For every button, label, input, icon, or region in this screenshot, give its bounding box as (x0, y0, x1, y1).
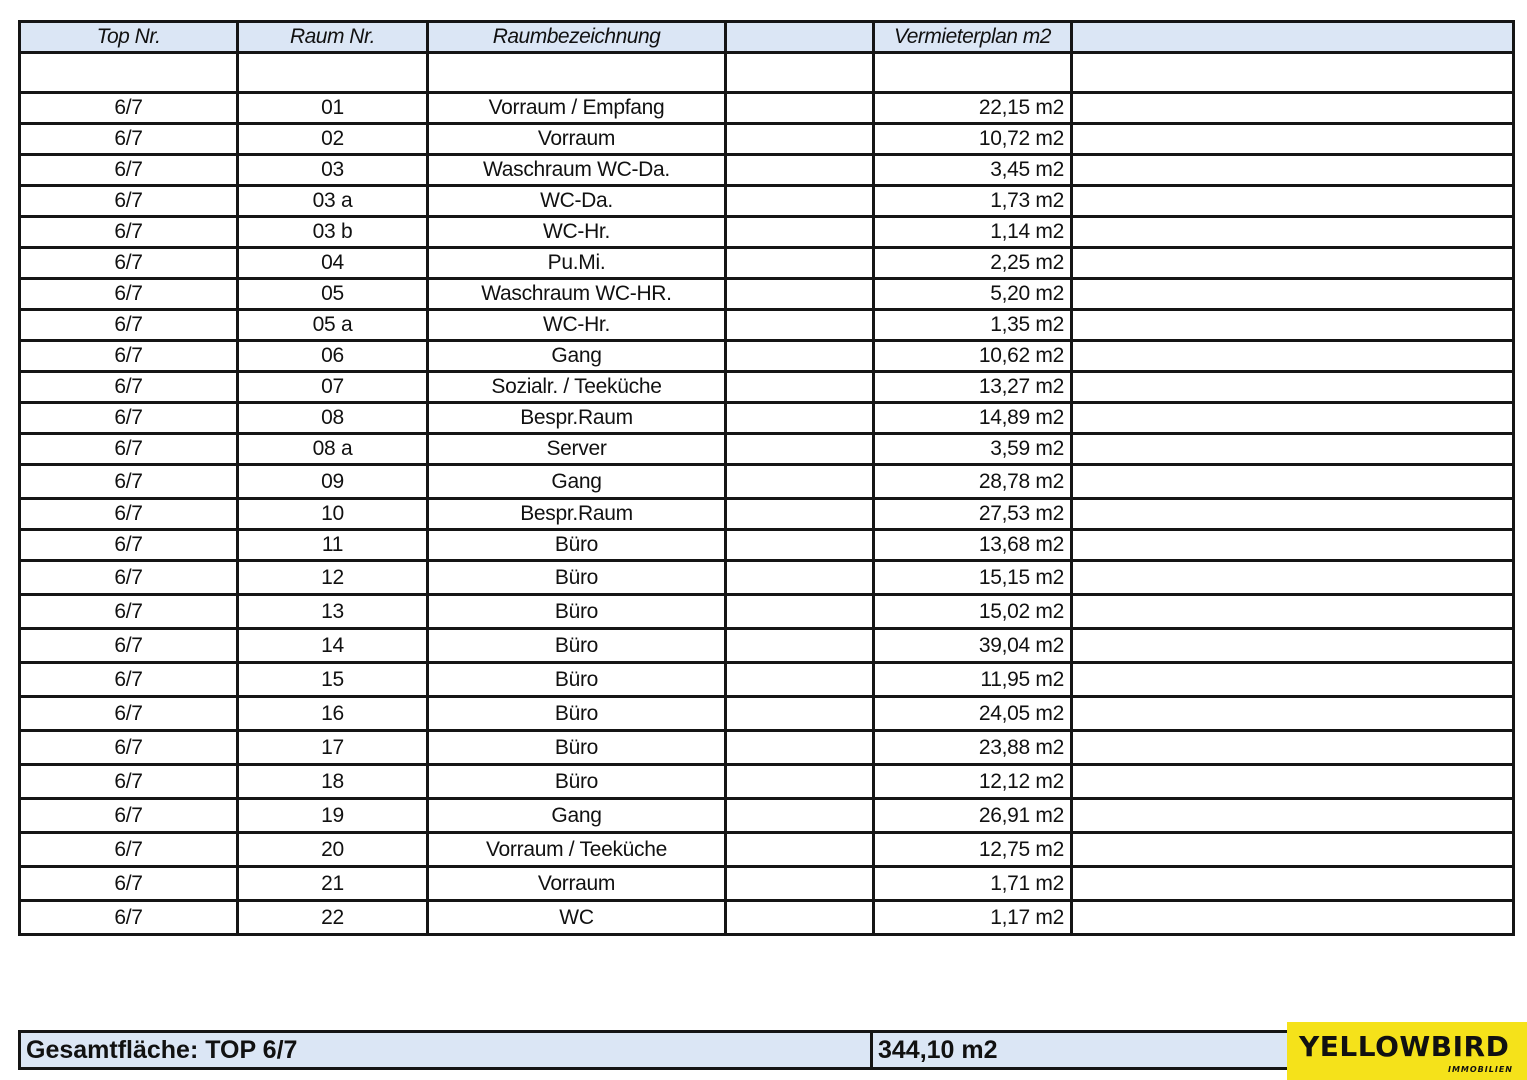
top-nr-cell: 6/7 (20, 341, 238, 372)
raumbezeichnung-cell: Büro (428, 629, 726, 663)
raumbezeichnung-cell: Vorraum / Teeküche (428, 833, 726, 867)
table-row (20, 833, 1514, 867)
blank-cell (1072, 595, 1514, 629)
table-row (20, 595, 1514, 629)
raum-nr-cell: 12 (238, 561, 428, 595)
empty-cell (20, 53, 238, 93)
blank-cell (726, 833, 874, 867)
header-blank-2 (1072, 22, 1514, 53)
yellowbird-logo (1287, 1022, 1527, 1080)
blank-cell (726, 155, 874, 186)
top-nr-cell: 6/7 (20, 372, 238, 403)
top-nr-cell: 6/7 (20, 901, 238, 935)
table-row (20, 217, 1514, 248)
blank-cell (1072, 561, 1514, 595)
blank-cell (726, 372, 874, 403)
table-row (20, 434, 1514, 465)
blank-cell (1072, 530, 1514, 561)
total-row (20, 1032, 1290, 1069)
area-cell: 39,04 m2 (874, 629, 1072, 663)
top-nr-cell: 6/7 (20, 867, 238, 901)
blank-cell (726, 731, 874, 765)
table-row (20, 124, 1514, 155)
raumbezeichnung-cell: Gang (428, 465, 726, 499)
raum-nr-cell: 18 (238, 765, 428, 799)
raumbezeichnung-cell: Büro (428, 765, 726, 799)
area-cell: 1,71 m2 (874, 867, 1072, 901)
area-cell: 26,91 m2 (874, 799, 1072, 833)
raumbezeichnung-cell: Bespr.Raum (428, 499, 726, 530)
table-row (20, 403, 1514, 434)
raumbezeichnung-cell: Vorraum (428, 867, 726, 901)
blank-cell (1072, 186, 1514, 217)
raumbezeichnung-cell: Büro (428, 530, 726, 561)
table-row (20, 867, 1514, 901)
raum-nr-cell: 08 (238, 403, 428, 434)
raum-nr-cell: 05 a (238, 310, 428, 341)
top-nr-cell: 6/7 (20, 465, 238, 499)
table-row (20, 561, 1514, 595)
blank-cell (726, 901, 874, 935)
empty-cell (874, 53, 1072, 93)
header-blank-1 (726, 22, 874, 53)
raumbezeichnung-cell: Waschraum WC-HR. (428, 279, 726, 310)
raumbezeichnung-cell: Bespr.Raum (428, 403, 726, 434)
blank-cell (1072, 697, 1514, 731)
empty-cell (238, 53, 428, 93)
top-nr-cell: 6/7 (20, 731, 238, 765)
blank-cell (726, 217, 874, 248)
raum-nr-cell: 09 (238, 465, 428, 499)
raum-nr-cell: 20 (238, 833, 428, 867)
blank-cell (1072, 217, 1514, 248)
top-nr-cell: 6/7 (20, 697, 238, 731)
blank-cell (726, 595, 874, 629)
table-row (20, 186, 1514, 217)
blank-cell (726, 434, 874, 465)
top-nr-cell: 6/7 (20, 186, 238, 217)
header-raumbezeichnung: Raumbezeichnung (428, 22, 726, 53)
area-cell: 24,05 m2 (874, 697, 1072, 731)
table-row (20, 372, 1514, 403)
blank-cell (1072, 731, 1514, 765)
raum-nr-cell: 02 (238, 124, 428, 155)
top-nr-cell: 6/7 (20, 561, 238, 595)
blank-cell (726, 663, 874, 697)
area-cell: 27,53 m2 (874, 499, 1072, 530)
area-cell: 3,45 m2 (874, 155, 1072, 186)
blank-cell (1072, 799, 1514, 833)
area-cell: 15,15 m2 (874, 561, 1072, 595)
table-row (20, 93, 1514, 124)
area-cell: 28,78 m2 (874, 465, 1072, 499)
raum-nr-cell: 03 a (238, 186, 428, 217)
raum-nr-cell: 05 (238, 279, 428, 310)
area-cell: 10,62 m2 (874, 341, 1072, 372)
blank-cell (726, 186, 874, 217)
top-nr-cell: 6/7 (20, 403, 238, 434)
header-raum-nr: Raum Nr. (238, 22, 428, 53)
raum-nr-cell: 16 (238, 697, 428, 731)
table-row (20, 248, 1514, 279)
top-nr-cell: 6/7 (20, 310, 238, 341)
raumbezeichnung-cell: Server (428, 434, 726, 465)
area-cell: 23,88 m2 (874, 731, 1072, 765)
blank-cell (726, 867, 874, 901)
blank-cell (726, 799, 874, 833)
raum-nr-cell: 04 (238, 248, 428, 279)
table-row (20, 629, 1514, 663)
blank-cell (1072, 93, 1514, 124)
blank-cell (1072, 124, 1514, 155)
blank-cell (726, 530, 874, 561)
top-nr-cell: 6/7 (20, 155, 238, 186)
table-row (20, 155, 1514, 186)
table-row (20, 731, 1514, 765)
area-cell: 1,14 m2 (874, 217, 1072, 248)
area-cell: 11,95 m2 (874, 663, 1072, 697)
top-nr-cell: 6/7 (20, 499, 238, 530)
area-cell: 14,89 m2 (874, 403, 1072, 434)
logo-wordmark: YELLOWBIRD (1299, 1030, 1510, 1063)
raumbezeichnung-cell: WC (428, 901, 726, 935)
table-row (20, 465, 1514, 499)
raum-nr-cell: 07 (238, 372, 428, 403)
raum-nr-cell: 06 (238, 341, 428, 372)
area-cell: 1,17 m2 (874, 901, 1072, 935)
raumbezeichnung-cell: Büro (428, 663, 726, 697)
empty-row (20, 53, 1514, 93)
blank-cell (1072, 403, 1514, 434)
top-nr-cell: 6/7 (20, 663, 238, 697)
blank-cell (726, 403, 874, 434)
raum-nr-cell: 17 (238, 731, 428, 765)
blank-cell (1072, 901, 1514, 935)
table-row (20, 765, 1514, 799)
raumbezeichnung-cell: Büro (428, 561, 726, 595)
blank-cell (1072, 279, 1514, 310)
raum-nr-cell: 21 (238, 867, 428, 901)
total-summary (18, 1030, 1291, 1070)
area-cell: 10,72 m2 (874, 124, 1072, 155)
area-cell: 3,59 m2 (874, 434, 1072, 465)
blank-cell (1072, 434, 1514, 465)
raumbezeichnung-cell: Büro (428, 731, 726, 765)
raum-nr-cell: 10 (238, 499, 428, 530)
blank-cell (1072, 341, 1514, 372)
table-header-row (20, 22, 1514, 53)
top-nr-cell: 6/7 (20, 217, 238, 248)
table-row (20, 799, 1514, 833)
empty-cell (726, 53, 874, 93)
blank-cell (726, 248, 874, 279)
top-nr-cell: 6/7 (20, 833, 238, 867)
area-cell: 1,73 m2 (874, 186, 1072, 217)
blank-cell (726, 499, 874, 530)
blank-cell (1072, 765, 1514, 799)
raumbezeichnung-cell: WC-Hr. (428, 310, 726, 341)
raum-nr-cell: 08 a (238, 434, 428, 465)
raum-nr-cell: 11 (238, 530, 428, 561)
blank-cell (726, 341, 874, 372)
raumbezeichnung-cell: Gang (428, 341, 726, 372)
table-row (20, 530, 1514, 561)
raum-nr-cell: 13 (238, 595, 428, 629)
total-value: 344,10 m2 (872, 1032, 1290, 1069)
top-nr-cell: 6/7 (20, 248, 238, 279)
blank-cell (726, 629, 874, 663)
area-cell: 13,68 m2 (874, 530, 1072, 561)
table-row (20, 279, 1514, 310)
blank-cell (726, 765, 874, 799)
blank-cell (1072, 310, 1514, 341)
area-cell: 12,12 m2 (874, 765, 1072, 799)
header-vermieterplan-m2: Vermieterplan m2 (874, 22, 1072, 53)
blank-cell (726, 697, 874, 731)
top-nr-cell: 6/7 (20, 530, 238, 561)
area-cell: 1,35 m2 (874, 310, 1072, 341)
table-row (20, 310, 1514, 341)
raum-nr-cell: 03 b (238, 217, 428, 248)
area-cell: 5,20 m2 (874, 279, 1072, 310)
area-cell: 12,75 m2 (874, 833, 1072, 867)
logo-tagline: IMMOBILIEN (1447, 1065, 1513, 1074)
table-row (20, 341, 1514, 372)
table-row (20, 697, 1514, 731)
blank-cell (1072, 663, 1514, 697)
raumbezeichnung-cell: Büro (428, 595, 726, 629)
raum-nr-cell: 19 (238, 799, 428, 833)
table-body (20, 53, 1514, 935)
top-nr-cell: 6/7 (20, 629, 238, 663)
blank-cell (726, 279, 874, 310)
blank-cell (1072, 248, 1514, 279)
top-nr-cell: 6/7 (20, 93, 238, 124)
blank-cell (1072, 629, 1514, 663)
blank-cell (1072, 465, 1514, 499)
blank-cell (1072, 155, 1514, 186)
raum-nr-cell: 14 (238, 629, 428, 663)
top-nr-cell: 6/7 (20, 765, 238, 799)
area-cell: 13,27 m2 (874, 372, 1072, 403)
raumbezeichnung-cell: Pu.Mi. (428, 248, 726, 279)
blank-cell (1072, 833, 1514, 867)
raumbezeichnung-cell: Vorraum / Empfang (428, 93, 726, 124)
room-area-table (18, 20, 1515, 936)
empty-cell (428, 53, 726, 93)
header-top-nr: Top Nr. (20, 22, 238, 53)
raumbezeichnung-cell: WC-Hr. (428, 217, 726, 248)
blank-cell (1072, 867, 1514, 901)
table-row (20, 663, 1514, 697)
raum-nr-cell: 15 (238, 663, 428, 697)
raumbezeichnung-cell: Gang (428, 799, 726, 833)
empty-cell (1072, 53, 1514, 93)
top-nr-cell: 6/7 (20, 279, 238, 310)
blank-cell (726, 93, 874, 124)
blank-cell (726, 465, 874, 499)
top-nr-cell: 6/7 (20, 124, 238, 155)
total-label: Gesamtfläche: TOP 6/7 (20, 1032, 872, 1069)
blank-cell (726, 310, 874, 341)
top-nr-cell: 6/7 (20, 434, 238, 465)
area-cell: 15,02 m2 (874, 595, 1072, 629)
raumbezeichnung-cell: Büro (428, 697, 726, 731)
raum-nr-cell: 01 (238, 93, 428, 124)
raumbezeichnung-cell: Vorraum (428, 124, 726, 155)
raumbezeichnung-cell: WC-Da. (428, 186, 726, 217)
table-row (20, 901, 1514, 935)
blank-cell (726, 124, 874, 155)
area-cell: 2,25 m2 (874, 248, 1072, 279)
raum-nr-cell: 03 (238, 155, 428, 186)
blank-cell (726, 561, 874, 595)
area-cell: 22,15 m2 (874, 93, 1072, 124)
top-nr-cell: 6/7 (20, 595, 238, 629)
raum-nr-cell: 22 (238, 901, 428, 935)
table-row (20, 499, 1514, 530)
top-nr-cell: 6/7 (20, 799, 238, 833)
blank-cell (1072, 499, 1514, 530)
raumbezeichnung-cell: Waschraum WC-Da. (428, 155, 726, 186)
raumbezeichnung-cell: Sozialr. / Teeküche (428, 372, 726, 403)
blank-cell (1072, 372, 1514, 403)
